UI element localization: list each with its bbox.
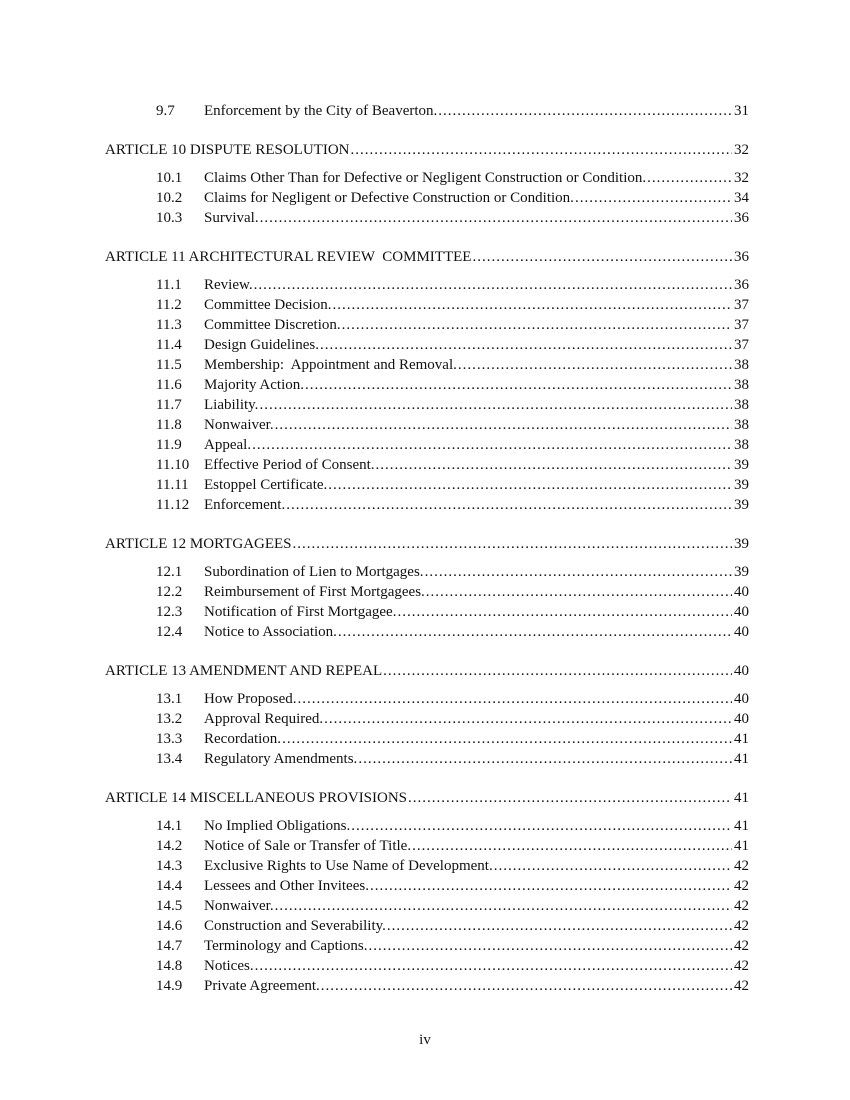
toc-section-title: Construction and Severability. <box>204 918 386 934</box>
toc-leader-dots <box>408 788 732 808</box>
toc-section-entry <box>105 315 749 335</box>
toc-section-number: 11.5 <box>156 357 182 373</box>
toc-section-title: Recordation. <box>204 731 282 747</box>
toc-section-number: 12.2 <box>156 584 183 600</box>
toc-leader-dots <box>472 247 732 267</box>
toc-page-number: 39 <box>734 497 749 513</box>
toc-section-entry <box>105 168 749 188</box>
toc-section-entry <box>105 395 749 415</box>
toc-page-number: 32 <box>734 142 749 158</box>
toc-leader-dots <box>338 622 732 642</box>
toc-section-title: Estoppel Certificate. <box>204 477 328 493</box>
toc-page-number: 37 <box>734 317 749 333</box>
toc-article-title: ARTICLE 10 DISPUTE RESOLUTION <box>105 142 350 158</box>
page-number-footer: iv <box>419 1032 431 1048</box>
toc-section-title: Enforcement by the City of Beaverton. <box>204 103 438 119</box>
toc-section-number: 11.7 <box>156 397 182 413</box>
toc-leader-dots <box>494 856 732 876</box>
toc-page-number: 42 <box>734 878 749 894</box>
toc-section-title: Survival. <box>204 210 259 226</box>
toc-section-entry <box>105 562 749 582</box>
toc-page-number: 38 <box>734 357 749 373</box>
toc-section-number: 11.2 <box>156 297 182 313</box>
toc-leader-dots <box>438 101 732 121</box>
toc-page-number: 36 <box>734 277 749 293</box>
toc-section-entry <box>105 355 749 375</box>
toc-section-number: 11.3 <box>156 317 182 333</box>
toc-article-title: ARTICLE 12 MORTGAGEES <box>105 536 292 552</box>
toc-page-number: 41 <box>734 751 749 767</box>
toc-page-number: 41 <box>734 838 749 854</box>
toc-page-number: 38 <box>734 437 749 453</box>
toc-page-number: 42 <box>734 858 749 874</box>
toc-leader-dots <box>376 455 732 475</box>
toc-section-number: 13.2 <box>156 711 183 727</box>
toc-leader-dots <box>328 475 732 495</box>
toc-section-entry <box>105 956 749 976</box>
toc-section-entry <box>105 856 749 876</box>
toc-section-entry <box>105 582 749 602</box>
toc-section-number: 10.3 <box>156 210 183 226</box>
toc-section-title: How Proposed. <box>204 691 297 707</box>
toc-page-number: 39 <box>734 477 749 493</box>
toc-leader-dots <box>387 916 732 936</box>
toc-section-entry <box>105 335 749 355</box>
toc-page-number: 39 <box>734 536 749 552</box>
toc-section-number: 11.9 <box>156 437 182 453</box>
toc-section-entry <box>105 896 749 916</box>
toc-leader-dots <box>342 315 732 335</box>
toc-page-number: 38 <box>734 417 749 433</box>
toc-section-number: 13.3 <box>156 731 183 747</box>
toc-page-number: 40 <box>734 624 749 640</box>
toc-leader-dots <box>324 709 732 729</box>
toc-section-title: Notices. <box>204 958 254 974</box>
toc-section-entry <box>105 188 749 208</box>
toc-leader-dots <box>275 415 732 435</box>
toc-leader-dots <box>351 140 732 160</box>
toc-section-entry <box>105 435 749 455</box>
toc-section-title: Nonwaiver. <box>204 898 274 914</box>
toc-section-title: Membership: Appointment and Removal. <box>204 357 457 373</box>
toc-section-title: Exclusive Rights to Use Name of Development. <box>204 858 493 874</box>
toc-article-title: ARTICLE 11 ARCHITECTURAL REVIEW COMMITTEE <box>105 249 472 265</box>
toc-page-number: 40 <box>734 604 749 620</box>
toc-page-number: 42 <box>734 978 749 994</box>
toc-leader-dots <box>383 661 732 681</box>
toc-article-entry <box>105 140 749 160</box>
toc-section-title: Subordination of Lien to Mortgages. <box>204 564 424 580</box>
toc-section-entry <box>105 415 749 435</box>
toc-page-number: 37 <box>734 297 749 313</box>
toc-section-title: Terminology and Captions. <box>204 938 368 954</box>
toc-leader-dots <box>260 208 732 228</box>
toc-leader-dots <box>286 495 732 515</box>
toc-section-entry <box>105 275 749 295</box>
toc-leader-dots <box>275 896 732 916</box>
toc-section-title: Effective Period of Consent. <box>204 457 375 473</box>
toc-section-number: 9.7 <box>156 103 175 119</box>
toc-page-number: 39 <box>734 564 749 580</box>
toc-section-number: 14.1 <box>156 818 183 834</box>
toc-page-number: 41 <box>734 790 749 806</box>
toc-section-entry <box>105 936 749 956</box>
toc-page-number: 40 <box>734 691 749 707</box>
toc-section-entry <box>105 495 749 515</box>
toc-page-number: 40 <box>734 584 749 600</box>
table-of-contents <box>105 101 749 996</box>
toc-section-entry <box>105 455 749 475</box>
toc-page-number: 42 <box>734 918 749 934</box>
toc-page-number: 42 <box>734 958 749 974</box>
toc-section-number: 10.2 <box>156 190 183 206</box>
toc-article-entry <box>105 534 749 554</box>
toc-section-number: 12.4 <box>156 624 183 640</box>
toc-leader-dots <box>370 876 732 896</box>
toc-section-number: 14.2 <box>156 838 183 854</box>
toc-section-title: Majority Action. <box>204 377 304 393</box>
toc-section-title: Notice of Sale or Transfer of Title. <box>204 838 412 854</box>
toc-page-number: 38 <box>734 397 749 413</box>
toc-section-number: 11.8 <box>156 417 182 433</box>
toc-section-title: Claims Other Than for Defective or Negligent Construction or Condition. <box>204 170 647 186</box>
toc-leader-dots <box>647 168 732 188</box>
toc-page-number: 32 <box>734 170 749 186</box>
toc-section-number: 14.6 <box>156 918 183 934</box>
toc-section-entry <box>105 602 749 622</box>
toc-leader-dots <box>425 562 732 582</box>
toc-article-entry <box>105 661 749 681</box>
toc-section-number: 12.3 <box>156 604 183 620</box>
toc-section-number: 14.9 <box>156 978 183 994</box>
toc-leader-dots <box>358 749 732 769</box>
toc-section-entry <box>105 101 749 121</box>
toc-article-title: ARTICLE 14 MISCELLANEOUS PROVISIONS <box>105 790 408 806</box>
toc-page-number: 34 <box>734 190 749 206</box>
toc-leader-dots <box>332 295 732 315</box>
toc-section-title: Nonwaiver. <box>204 417 274 433</box>
toc-section-entry <box>105 916 749 936</box>
toc-page-number: 37 <box>734 337 749 353</box>
toc-section-title: Lessees and Other Invitees. <box>204 878 369 894</box>
toc-leader-dots <box>321 976 732 996</box>
toc-leader-dots <box>254 275 732 295</box>
toc-section-title: Regulatory Amendments. <box>204 751 358 767</box>
toc-section-number: 11.12 <box>156 497 190 513</box>
toc-leader-dots <box>298 689 733 709</box>
toc-section-number: 11.1 <box>156 277 182 293</box>
toc-leader-dots <box>255 956 732 976</box>
toc-section-title: Notice to Association. <box>204 624 337 640</box>
toc-leader-dots <box>412 836 732 856</box>
toc-section-number: 12.1 <box>156 564 183 580</box>
toc-section-title: Reimbursement of First Mortgagees. <box>204 584 425 600</box>
toc-page-number: 42 <box>734 938 749 954</box>
toc-section-title: Approval Required. <box>204 711 324 727</box>
toc-leader-dots <box>320 335 732 355</box>
toc-section-entry <box>105 709 749 729</box>
toc-article-entry <box>105 247 749 267</box>
toc-section-entry <box>105 816 749 836</box>
toc-leader-dots <box>575 188 732 208</box>
toc-section-number: 14.3 <box>156 858 183 874</box>
toc-page-number: 40 <box>734 663 749 679</box>
toc-page-number: 39 <box>734 457 749 473</box>
toc-section-number: 14.7 <box>156 938 183 954</box>
toc-section-number: 14.5 <box>156 898 183 914</box>
toc-section-title: Liability. <box>204 397 259 413</box>
toc-section-number: 11.10 <box>156 457 190 473</box>
toc-page-number: 36 <box>734 210 749 226</box>
toc-section-entry <box>105 976 749 996</box>
toc-section-entry <box>105 475 749 495</box>
toc-section-number: 11.6 <box>156 377 182 393</box>
toc-page-number: 38 <box>734 377 749 393</box>
toc-page-number: 40 <box>734 711 749 727</box>
toc-section-title: Committee Discretion. <box>204 317 341 333</box>
toc-section-title: Notification of First Mortgagee. <box>204 604 397 620</box>
toc-leader-dots <box>458 355 732 375</box>
toc-section-number: 13.4 <box>156 751 183 767</box>
toc-section-entry <box>105 208 749 228</box>
toc-section-entry <box>105 295 749 315</box>
toc-section-number: 11.4 <box>156 337 182 353</box>
toc-section-title: Review. <box>204 277 253 293</box>
toc-section-title: Enforcement. <box>204 497 286 513</box>
toc-section-title: Claims for Negligent or Defective Construction or Condition. <box>204 190 574 206</box>
toc-section-title: Appeal. <box>204 437 252 453</box>
toc-leader-dots <box>252 435 732 455</box>
toc-section-number: 14.4 <box>156 878 183 894</box>
toc-leader-dots <box>369 936 732 956</box>
toc-page-number: 42 <box>734 898 749 914</box>
toc-article-title: ARTICLE 13 AMENDMENT AND REPEAL <box>105 663 383 679</box>
toc-section-entry <box>105 689 749 709</box>
toc-leader-dots <box>397 602 732 622</box>
toc-section-title: Private Agreement. <box>204 978 320 994</box>
toc-section-entry <box>105 375 749 395</box>
toc-leader-dots <box>351 816 732 836</box>
toc-section-number: 13.1 <box>156 691 183 707</box>
toc-section-number: 11.11 <box>156 477 189 493</box>
toc-section-title: No Implied Obligations. <box>204 818 351 834</box>
toc-section-entry <box>105 876 749 896</box>
toc-leader-dots <box>305 375 732 395</box>
toc-leader-dots <box>293 534 732 554</box>
toc-page-number: 41 <box>734 818 749 834</box>
toc-section-title: Committee Decision. <box>204 297 332 313</box>
toc-section-entry <box>105 622 749 642</box>
toc-section-entry <box>105 749 749 769</box>
toc-article-entry <box>105 788 749 808</box>
toc-section-entry <box>105 836 749 856</box>
toc-page-number: 41 <box>734 731 749 747</box>
toc-leader-dots <box>426 582 732 602</box>
toc-page-number: 36 <box>734 249 749 265</box>
toc-section-entry <box>105 729 749 749</box>
toc-section-number: 14.8 <box>156 958 183 974</box>
toc-leader-dots <box>259 395 732 415</box>
toc-page-number: 31 <box>734 103 749 119</box>
toc-section-number: 10.1 <box>156 170 183 186</box>
toc-leader-dots <box>282 729 732 749</box>
toc-section-title: Design Guidelines. <box>204 337 319 353</box>
